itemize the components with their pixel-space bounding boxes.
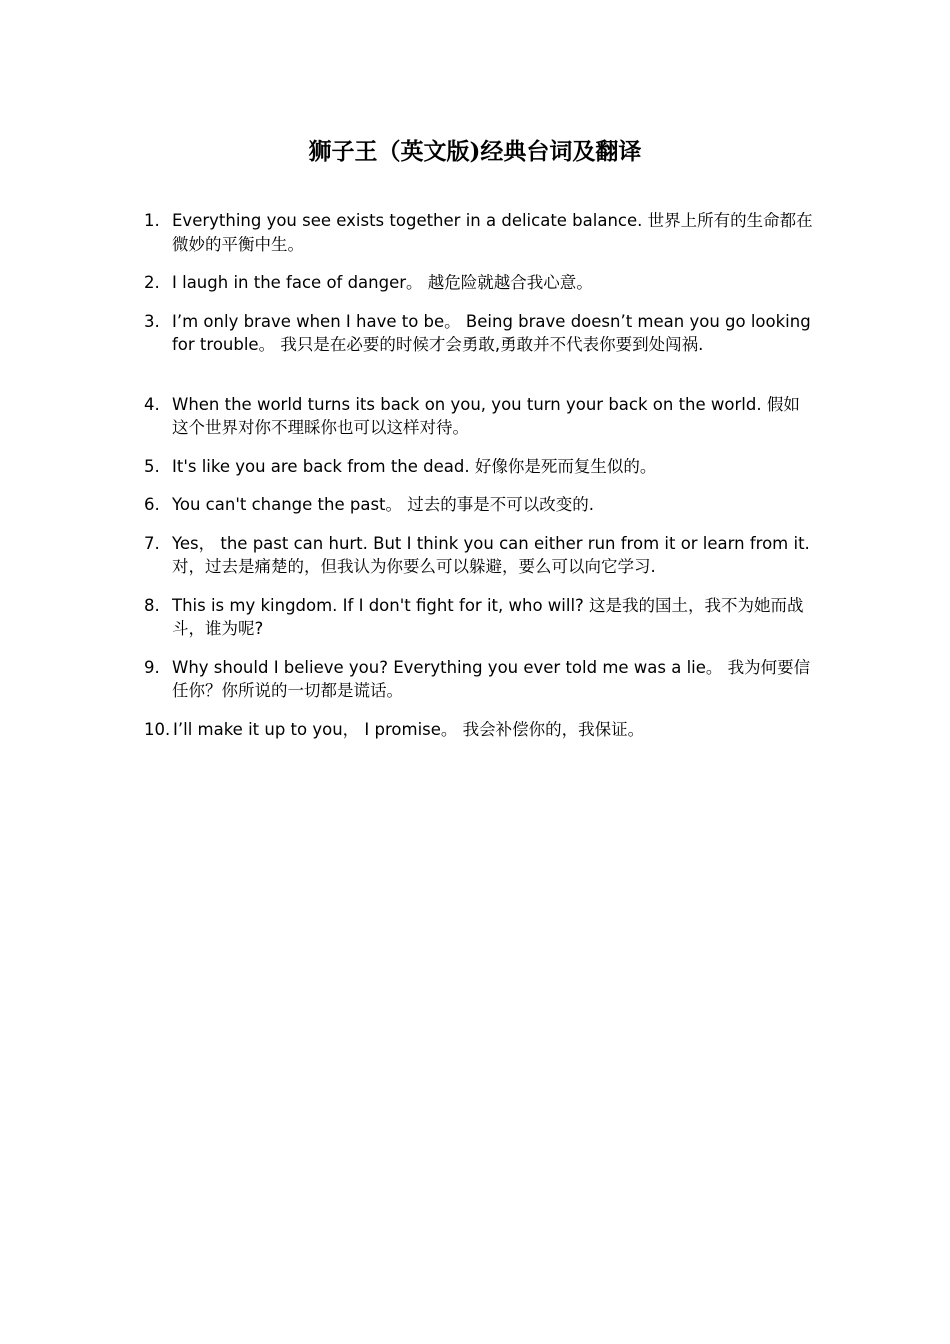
list-item (144, 455, 814, 479)
item-number: 2. (144, 273, 160, 292)
item-text: This is my kingdom. If I don't fight for it, who will? 这是我的国土，我不为她而战斗，谁为呢? (172, 595, 804, 638)
list-item (144, 532, 814, 579)
item-number: 10. (144, 719, 171, 739)
item-number: 6. (144, 495, 160, 514)
item-text: I laugh in the face of danger。 越危险就越合我心意。 (172, 273, 593, 292)
document-title: 狮子王（英文版)经典台词及翻译 (308, 138, 642, 165)
item-text: I’ll make it up to you， I promise。 我会补偿你的，我保证。 (173, 719, 645, 739)
item-text: I’m only brave when I have to be。 Being brave doesn’t mean you go looking for trouble。 我只是在必要的时候才会勇敢,勇敢并不代表你要到处闯祸. (172, 311, 811, 354)
item-number: 7. (144, 533, 160, 553)
item-number: 4. (144, 394, 160, 414)
list-item (144, 209, 814, 256)
list-item (144, 656, 814, 703)
list-item (144, 493, 814, 517)
list-item (144, 393, 814, 440)
item-text: You can't change the past。 过去的事是不可以改变的. (172, 495, 595, 514)
list-item (144, 594, 814, 641)
list-item (144, 271, 814, 295)
item-text: Everything you see exists together in a delicate balance. 世界上所有的生命都在微妙的平衡中生。 (172, 211, 813, 254)
quote-list (144, 209, 814, 756)
item-number: 8. (144, 595, 160, 615)
item-text: Yes， the past can hurt. But I think you can either run from it or learn from it. 对，过去是痛楚的，但我认为你要么可以躲避，要么可以向它学习. (172, 533, 810, 576)
item-text: Why should I believe you? Everything you ever told me was a lie。 我为何要信任你？你所说的一切都是谎话。 (172, 657, 811, 700)
list-item (144, 718, 814, 742)
item-number: 9. (144, 657, 160, 677)
item-text: When the world turns its back on you, you turn your back on the world. 假如这个世界对你不理睬你也可以这样对待。 (172, 394, 800, 437)
item-number: 3. (144, 311, 160, 331)
item-text: It's like you are back from the dead. 好像你是死而复生似的。 (172, 456, 657, 476)
list-item (144, 310, 814, 357)
item-number: 5. (144, 456, 160, 476)
item-number: 1. (144, 211, 160, 230)
